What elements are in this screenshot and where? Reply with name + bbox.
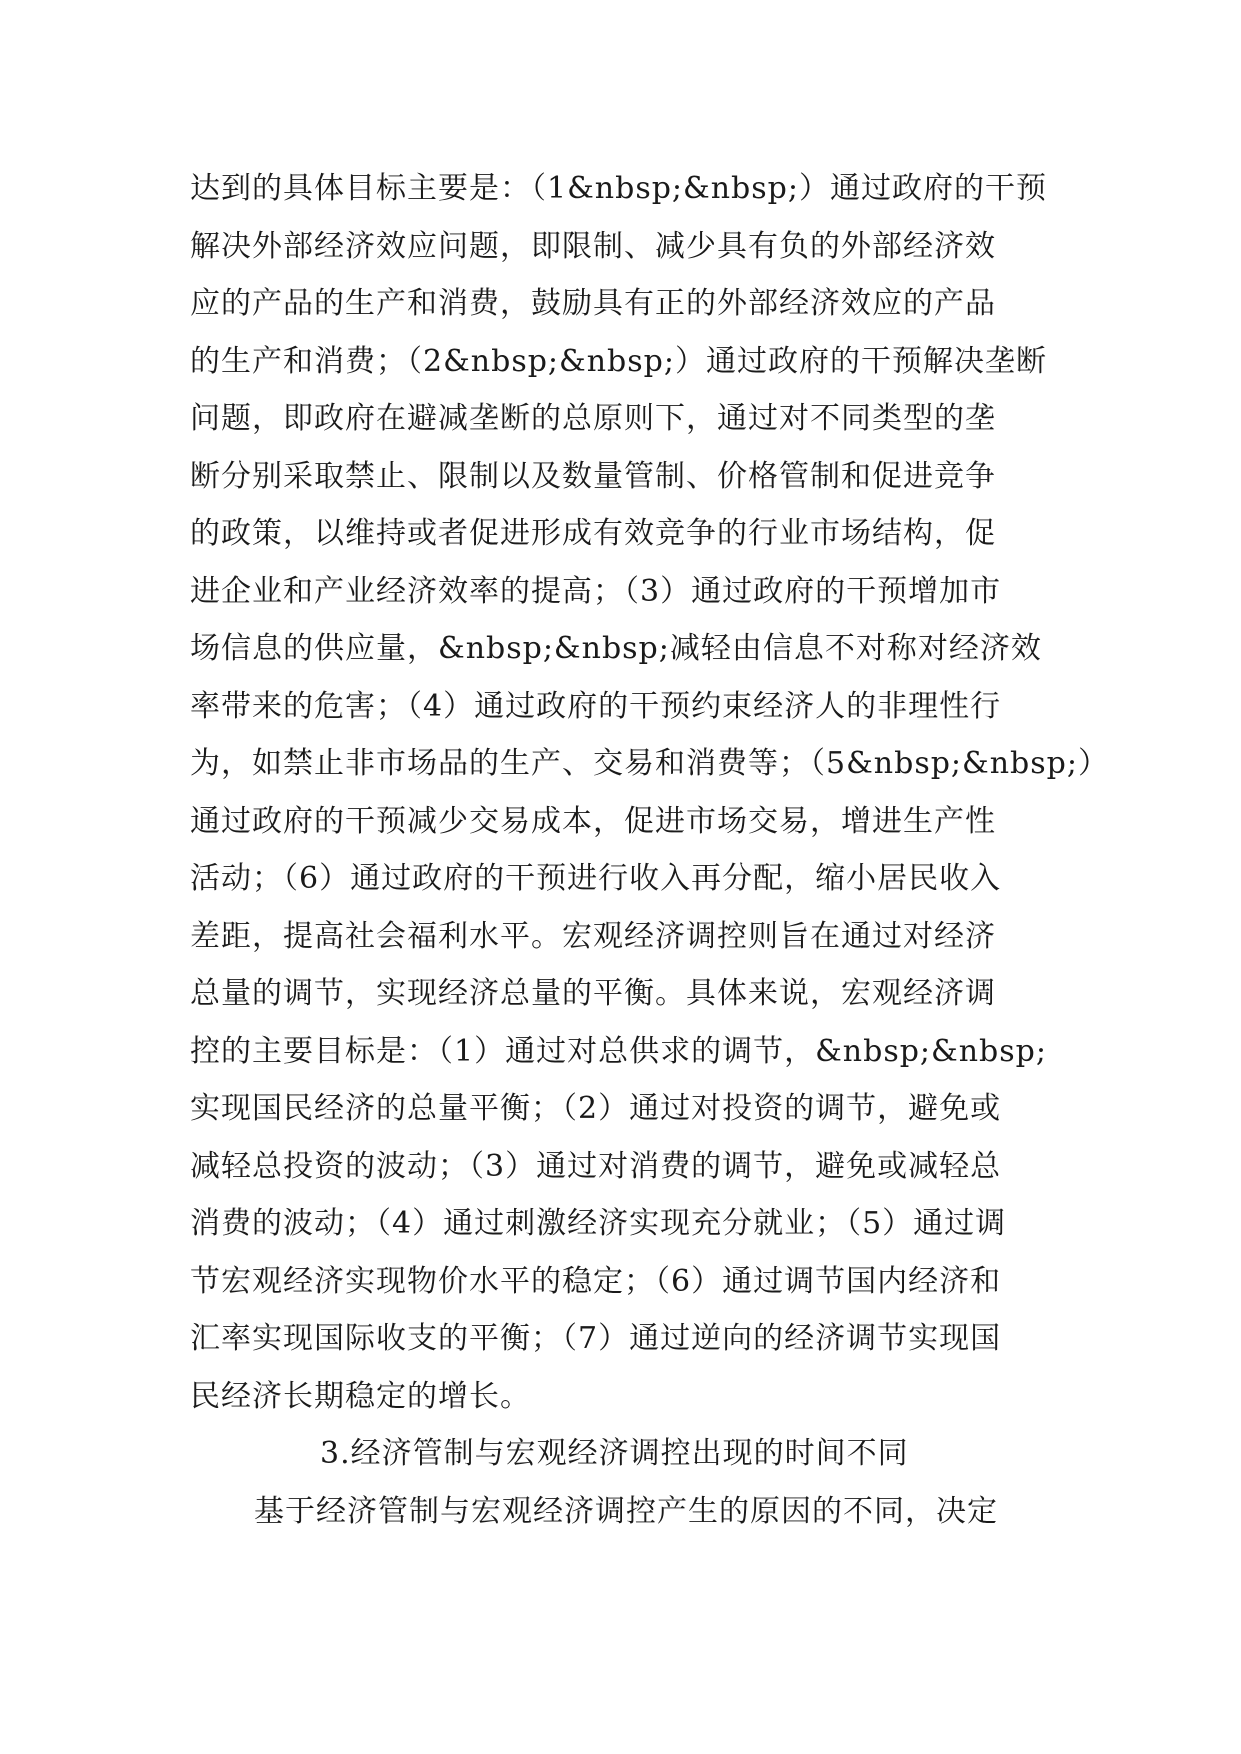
body-line: 达到的具体目标主要是：（1&nbsp;&nbsp;）通过政府的干预 bbox=[190, 171, 1047, 206]
body-line: 通过政府的干预减少交易成本，促进市场交易，增进生产性 bbox=[190, 803, 996, 839]
body-line: 为，如禁止非市场品的生产、交易和消费等；（5&nbsp;&nbsp;） bbox=[190, 746, 1109, 781]
body-line: 汇率实现国际收支的平衡；（7）通过逆向的经济调节实现国 bbox=[190, 1321, 1002, 1356]
body-line: 的生产和消费；（2&nbsp;&nbsp;）通过政府的干预解决垄断 bbox=[190, 343, 1047, 379]
body-line: 差距，提高社会福利水平。宏观经济调控则旨在通过对经济 bbox=[190, 918, 996, 954]
body-line: 断分别采取禁止、限制以及数量管制、价格管制和促进竞争 bbox=[190, 458, 996, 494]
document-body bbox=[190, 160, 1109, 1540]
paragraph-first-line: 基于经济管制与宏观经济调控产生的原因的不同，决定 bbox=[254, 1493, 998, 1529]
section-heading: 3.经济管制与宏观经济调控出现的时间不同 bbox=[320, 1436, 909, 1471]
body-line: 减轻总投资的波动；（3）通过对消费的调节，避免或减轻总 bbox=[190, 1148, 1002, 1184]
body-line: 民经济长期稳定的增长。 bbox=[190, 1378, 531, 1414]
body-line: 应的产品的生产和消费，鼓励具有正的外部经济效应的产品 bbox=[190, 286, 996, 321]
body-line: 控的主要目标是：（1）通过对总供求的调节，&nbsp;&nbsp; bbox=[190, 1033, 1047, 1069]
body-line: 节宏观经济实现物价水平的稳定；（6）通过调节国内经济和 bbox=[190, 1263, 1002, 1299]
body-line: 问题，即政府在避减垄断的总原则下，通过对不同类型的垄 bbox=[190, 401, 996, 436]
body-line: 解决外部经济效应问题，即限制、减少具有负的外部经济效 bbox=[190, 228, 996, 264]
body-line: 的政策，以维持或者促进形成有效竞争的行业市场结构，促 bbox=[190, 516, 996, 551]
body-line: 场信息的供应量，&nbsp;&nbsp;减轻由信息不对称对经济效 bbox=[190, 631, 1042, 666]
body-line: 进企业和产业经济效率的提高；（3）通过政府的干预增加市 bbox=[190, 573, 1002, 609]
body-line: 总量的调节，实现经济总量的平衡。具体来说，宏观经济调 bbox=[190, 976, 996, 1011]
body-line: 率带来的危害；（4）通过政府的干预约束经济人的非理性行 bbox=[190, 688, 1002, 724]
body-line: 消费的波动；（4）通过刺激经济实现充分就业；（5）通过调 bbox=[190, 1206, 1007, 1241]
body-line: 活动；（6）通过政府的干预进行收入再分配，缩小居民收入 bbox=[190, 861, 1002, 896]
body-line: 实现国民经济的总量平衡；（2）通过对投资的调节，避免或 bbox=[190, 1091, 1002, 1126]
